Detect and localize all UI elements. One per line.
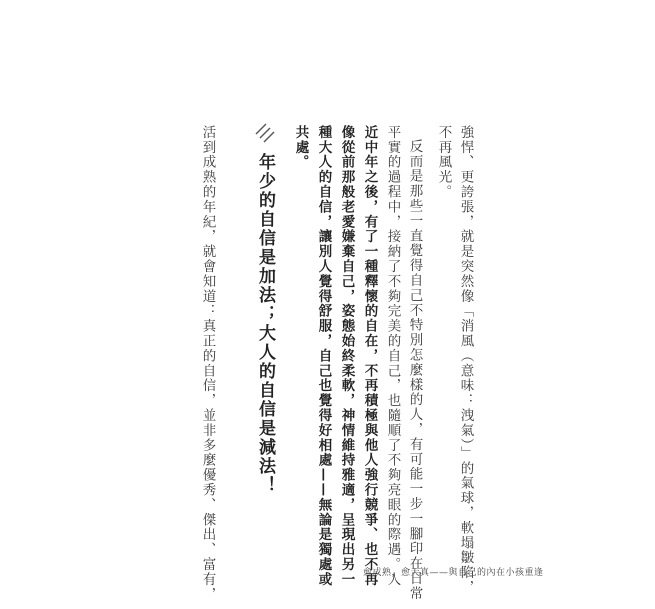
text-line: 平實的過程中，接納了不夠完美的自己，也隨順了不夠亮眼的際遇。人 (384, 125, 401, 587)
text-line: 反而是那些一直覺得自己不特別怎麼樣的人，有可能一步一腳印在日常 (406, 139, 423, 601)
text-line-bold: 像從前那般老愛嫌棄自己，姿態始終柔軟，神情維持雅適，呈現出另一 (338, 125, 355, 587)
text-line: 不再風光。 (435, 125, 452, 200)
text-line-bold: 種大人的自信，讓別人覺得舒服，自己也覺得好相處——無論是獨處或 (315, 125, 332, 587)
text-line: 強悍、更誇張，就是突然像「消風（意味：洩氣）」的氣球，軟塌皺陷， (457, 125, 474, 596)
running-footer: 愈成熟，愈天真——與自己的內在小孩重逢 (363, 568, 544, 578)
text-line-bold: 共處。 (292, 125, 309, 170)
section-heading: 年少的自信是加法；大人的自信是減法！ (255, 153, 275, 495)
text-line-bold: 近中年之後，有了一種釋懷的自在，不再積極與他人強行競爭、也不再 (361, 125, 378, 587)
section-marker-icon (253, 120, 277, 144)
text-line: 活到成熟的年紀，就會知道：真正的自信，並非多麼優秀、傑出、富有， (199, 125, 216, 602)
